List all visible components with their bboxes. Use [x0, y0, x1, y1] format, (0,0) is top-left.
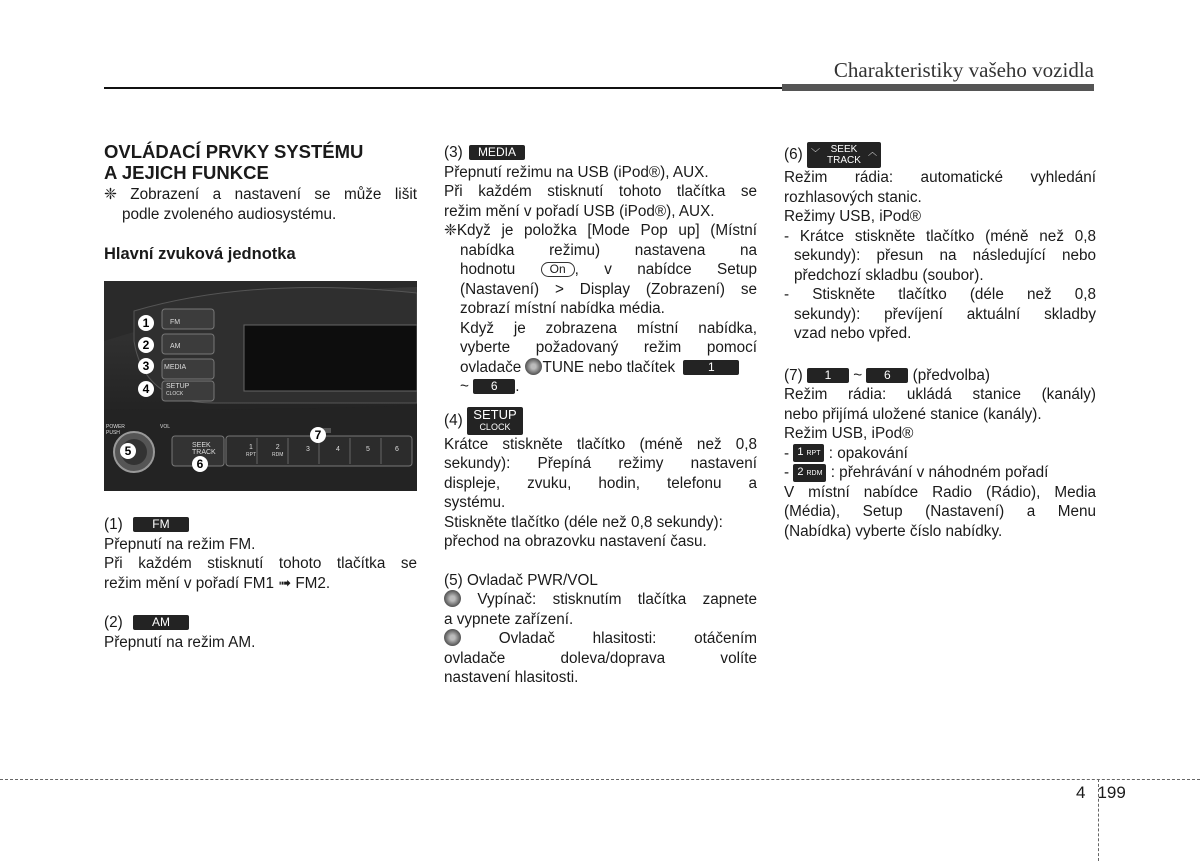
- media-line-2: Při každém stisknutí tohoto tlačítka se: [444, 183, 757, 200]
- subheading: Hlavní zvuková jednotka: [104, 245, 296, 263]
- setup-item: (4) SETUP CLOCK: [444, 407, 757, 435]
- note-8: ovladače TUNE nebo tlačítek 1: [444, 358, 757, 378]
- running-header: Charakteristiky vašeho vozidla: [833, 58, 1094, 82]
- rpt-button-icon: 1 RPT: [793, 444, 824, 462]
- radio-media-label: MEDIA: [164, 364, 187, 371]
- callout-2: 2: [138, 337, 154, 353]
- radio-preset-3: 3: [306, 446, 310, 453]
- pwr-line-5: nastavení hlasitosti.: [444, 669, 579, 686]
- pwr-line-2: a vypnete zařízení.: [444, 610, 574, 628]
- callout-3: 3: [138, 358, 154, 374]
- radio-fm-label: FM: [170, 319, 181, 326]
- note-line-2: podle zvoleného audiosystému.: [122, 205, 337, 223]
- radio-preset-5: 5: [366, 446, 370, 453]
- setup-line-3: displeje, zvuku, hodin, telefonu a: [444, 474, 757, 492]
- radio-power-label: POWER PUSH: [106, 424, 125, 436]
- left-column-lower: [104, 515, 417, 652]
- callout-7: 7: [310, 427, 326, 443]
- am-item: (2) AM: [104, 613, 417, 633]
- setup-line-4: systému.: [444, 494, 506, 511]
- preset-6-button-icon: 6: [866, 368, 908, 383]
- fm-item: (1) FM: [104, 515, 417, 535]
- note-3: hodnotu On , v nabídce Setup: [460, 261, 757, 278]
- section-heading-1: OVLÁDACÍ PRVKY SYSTÉMU: [104, 141, 364, 162]
- footer-rule: [0, 779, 1200, 780]
- seek-button-icon: SEEK TRACK ﹀ ︿: [807, 142, 881, 168]
- fm-button-icon: FM: [133, 517, 189, 532]
- radio-preset-1: 1 RPT: [246, 444, 256, 458]
- setup-line-6: přechod na obrazovku nastavení času.: [444, 533, 707, 550]
- volume-knob-icon: [444, 629, 461, 646]
- preset-line-2: nebo přijímá uložené stanice (kanály).: [784, 405, 1042, 423]
- setup-line-5: Stiskněte tlačítko (déle než 0,8 sekundy):: [444, 513, 723, 531]
- media-button-icon: MEDIA: [469, 145, 525, 160]
- right-column: [784, 142, 1096, 541]
- preset-1-icon: 1: [683, 360, 739, 375]
- preset-line-8: (Nabídka) vyberte číslo nabídky.: [784, 522, 1003, 540]
- note-7: vyberte požadovaný režim pomocí: [460, 339, 757, 356]
- seek-line-6: předchozí skladbu (soubor).: [794, 266, 984, 284]
- on-pill: On: [541, 262, 575, 277]
- note-6: Když je zobrazena místní nabídka,: [460, 319, 757, 337]
- middle-column: [444, 143, 757, 688]
- callout-1: 1: [138, 315, 154, 331]
- seek-line-5: sekundy): přesun na následující nebo: [794, 247, 1096, 264]
- preset-item: (7) 1 ~ 6 (předvolba): [784, 366, 991, 384]
- note-9: ~ 6 .: [460, 378, 520, 395]
- note-1: ❈Když je položka [Mode Pop up] (Místní: [444, 222, 757, 239]
- seek-line-7: - Stiskněte tlačítko (déle než 0,8: [784, 286, 1096, 303]
- radio-preset-2: 2 RDM: [272, 444, 284, 458]
- preset-line-4: - 1 RPT : opakování: [784, 444, 908, 462]
- section-heading-2: A JEJICH FUNKCE: [104, 162, 269, 183]
- seek-line-2: rozhlasových stanic.: [784, 188, 922, 206]
- media-line-3: režim mění v pořadí USB (iPod®), AUX.: [444, 202, 715, 220]
- radio-am-label: AM: [170, 343, 181, 350]
- am-button-icon: AM: [133, 615, 189, 630]
- preset-6-icon: 6: [473, 379, 515, 394]
- seek-line-8: sekundy): převíjení aktuální skladby: [794, 305, 1096, 323]
- note-5: zobrazí místní nabídka média.: [460, 300, 665, 317]
- radio-preset-4: 4: [336, 446, 340, 453]
- radio-vol-label: VOL: [160, 424, 171, 430]
- setup-line-1: Krátce stiskněte tlačítko (méně než 0,8: [444, 435, 757, 453]
- pwr-line-4: ovladače doleva/doprava volíte: [444, 649, 757, 667]
- media-line-1: Přepnutí režimu na USB (iPod®), AUX.: [444, 163, 709, 181]
- radio-setup-label: SETUP CLOCK: [166, 383, 190, 397]
- preset-1-button-icon: 1: [807, 368, 849, 383]
- rdm-button-icon: 2 RDM: [793, 464, 826, 482]
- radio-seek-label: SEEK TRACK: [192, 442, 216, 456]
- preset-line-1: Režim rádia: ukládá stanice (kanály): [784, 386, 1096, 403]
- preset-line-3: Režim USB, iPod®: [784, 425, 914, 442]
- note-line-1: ❈ Zobrazení a nastavení se může lišit: [104, 186, 417, 203]
- tune-knob-icon: [525, 358, 542, 375]
- seek-line-3: Režimy USB, iPod®: [784, 208, 922, 225]
- seek-line-1: Režim rádia: automatické vyhledání: [784, 169, 1096, 186]
- callout-6: 6: [192, 456, 208, 472]
- preset-line-5: - 2 RDM : přehrávání v náhodném pořadí: [784, 464, 1049, 481]
- header-bar: [782, 84, 1094, 91]
- setup-button-icon: SETUP CLOCK: [467, 407, 523, 435]
- callout-5: 5: [120, 443, 136, 459]
- chevron-up-icon: ︿: [867, 147, 877, 157]
- fm-text-1: Přepnutí na režim FM.: [104, 535, 256, 553]
- radio-preset-6: 6: [395, 446, 399, 453]
- seek-line-9: vzad nebo vpřed.: [794, 325, 912, 342]
- pwr-line-1: Vypínač: stisknutím tlačítka zapnete: [444, 590, 757, 610]
- setup-line-2: sekundy): Přepíná režimy nastavení: [444, 455, 757, 472]
- page-number: 4 199: [1076, 783, 1126, 802]
- preset-line-7: (Média), Setup (Nastavení) a Menu: [784, 503, 1096, 520]
- note-2: nabídka režimu) nastavena na: [460, 241, 757, 259]
- chevron-down-icon: ﹀: [810, 148, 820, 158]
- head-unit-illustration: [104, 281, 417, 491]
- am-text: Přepnutí na režim AM.: [104, 633, 256, 651]
- seek-item: (6) SEEK TRACK ﹀ ︿: [784, 142, 1096, 168]
- seek-line-4: - Krátce stiskněte tlačítko (méně než 0,8: [784, 227, 1096, 245]
- note-4: (Nastavení) > Display (Zobrazení) se: [460, 280, 757, 298]
- preset-line-6: V místní nabídce Radio (Rádio), Media: [784, 483, 1096, 501]
- fm-text-3: režim mění v pořadí FM1 ➟ FM2.: [104, 574, 331, 592]
- pwr-title: (5) Ovladač PWR/VOL: [444, 571, 598, 589]
- power-knob-icon: [444, 590, 461, 607]
- fm-text-2: Při každém stisknutí tohoto tlačítka se: [104, 555, 417, 572]
- callout-4: 4: [138, 381, 154, 397]
- left-column: [104, 141, 417, 265]
- media-item: (3) MEDIA: [444, 143, 757, 163]
- pwr-line-3: Ovladač hlasitosti: otáčením: [444, 629, 757, 649]
